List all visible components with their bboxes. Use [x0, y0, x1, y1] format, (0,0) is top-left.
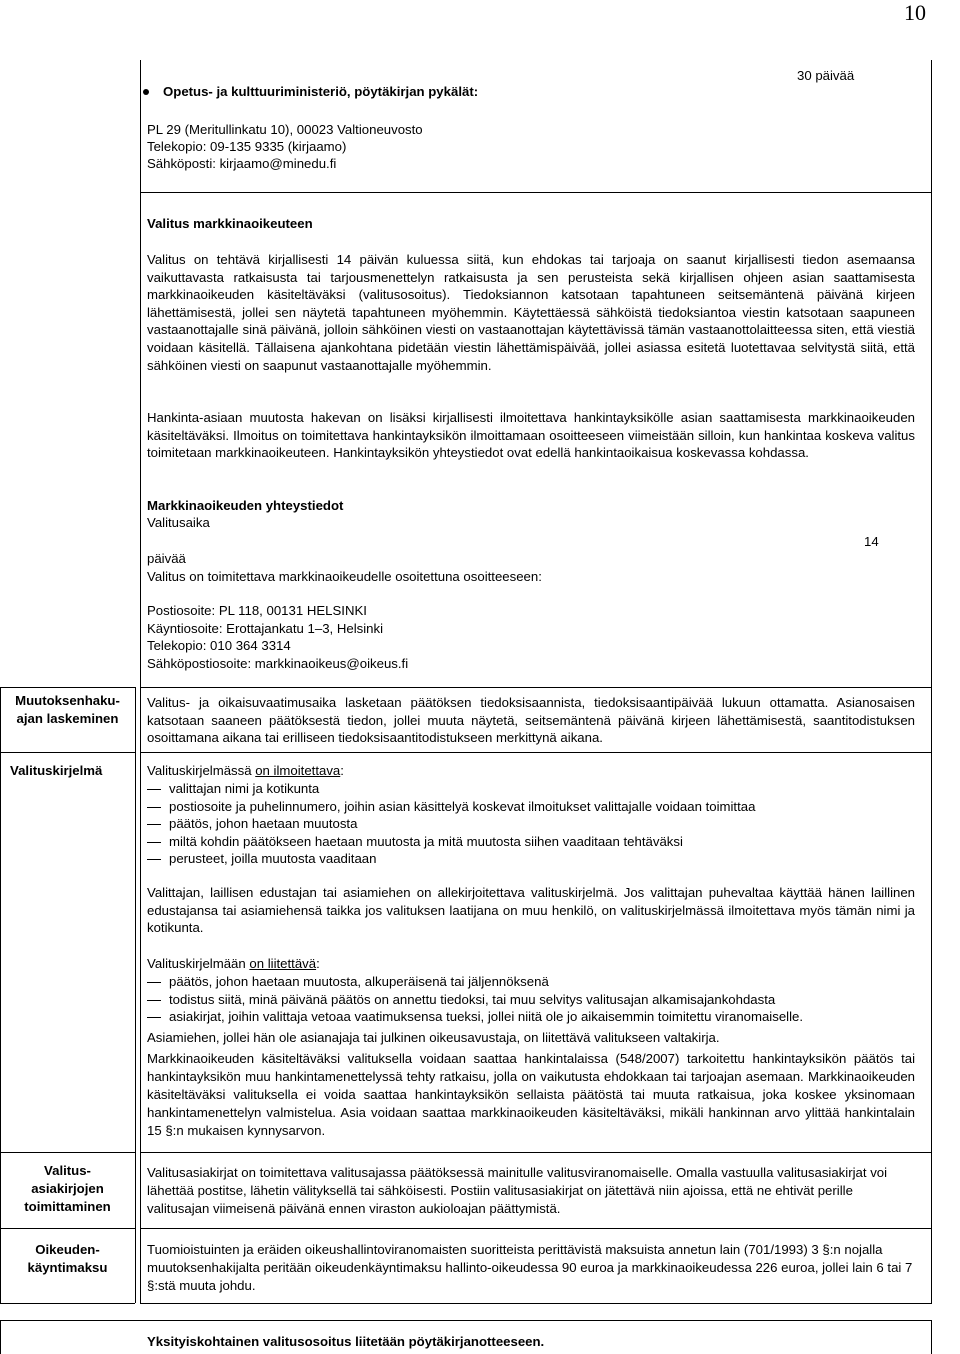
ministry-heading-row	[143, 83, 583, 101]
letter-intro: Valituskirjelmässä on ilmoitettava:	[147, 763, 344, 778]
section-label-delivery: Valitus- asiakirjojen toimittaminen	[24, 1163, 111, 1214]
address-line: Telekopio: 010 364 3314	[147, 638, 291, 654]
address-line: Käyntiosoite: Erottajankatu 1–3, Helsinki	[147, 620, 384, 636]
calc-text: Valitus- ja oikaisuvaatimusaika lasketaan päätöksen tiedoksisaannista, tiedoksisaantipäivää lukuun ottamatta. Asianosaisen katsotaan saaneen päätöksestä tiedon, jollei muuta näytetä, seitsemäntenä päivänä kirjeen lähettämisestä, saantitodistuksen osoittamana aikana tai erilliseen tiedoksisaantitodistukseen merkittynä aikana.	[147, 695, 915, 746]
contact-heading: Markkinaoikeuden yhteystiedot	[147, 498, 344, 513]
signature-paragraph: Valittajan, laillisen edustajan tai asiamiehen on allekirjoitettava valituskirjelmä. Jos valittajan puhevaltaa käyttää hänen laillinen edustajansa tai asiamiehensä taikka jos valituksen laatijana on muu henkilö, on valituskirjelmässä ilmoitettava myös tämän nimi ja kotikunta.	[147, 885, 915, 936]
footer-box-right	[931, 1320, 932, 1354]
list-item: miltä kohdin päätökseen haetaan muutosta ja mitä muutosta siihen vaaditaan tehtäväksi	[147, 833, 917, 851]
label-col-right	[135, 687, 136, 1303]
fee-text: Tuomioistuinten ja eräiden oikeushallintoviranomaisten suoritteista perittävistä maksuista annetun lain (701/1993) 3 §:n nojalla muutoksenhakijalta peritään oikeudenkäyntimaksu hallinto-oikeudessa 90 euroa ja markkinaoikeudessa 226 euroa, jollei lain 6 tai 7 §:stä muuta johdu.	[147, 1242, 913, 1293]
appeal-time-unit: päivää	[147, 551, 186, 566]
section-label-fee: Oikeuden- käyntimaksu	[27, 1242, 108, 1275]
frame-left-top	[140, 60, 141, 688]
row-top-calc-right	[140, 687, 932, 688]
frame-right	[931, 60, 932, 1304]
row-top-delivery-right	[140, 1152, 932, 1153]
footer-box-left	[0, 1320, 1, 1354]
label-col-left	[0, 687, 1, 1303]
section-label-letter: Valituskirjelmä	[10, 763, 103, 778]
list-item: päätös, johon haetaan muutosta	[147, 815, 917, 833]
row-top-fee	[0, 1228, 135, 1229]
content-col-left	[140, 687, 141, 1303]
delivery-text: Valitusasiakirjat on toimitettava valitusajassa päätöksessä mainitulle valitusviranomaiselle. Omalla vastuulla valitusasiakirjat voi lähettää postitse, lähetin välityksellä tai sähköisesti. Postiin valitusasiakirjat on jätettävä niin ajoissa, että ne ehtivät perille valitusajan viimeisenä päivänä ennen viraston aukioloajan päättymistä.	[147, 1165, 888, 1216]
row-top-letter	[0, 752, 135, 753]
address-line: Sähköpostiosoite: markkinaoikeus@oikeus.fi	[147, 655, 409, 671]
agent-paragraph: Asiamiehen, jollei hän ole asianajaja tai julkinen oikeusavustaja, on liitettävä valitukseen valtakirja.	[147, 1030, 720, 1045]
list-item: todistus siitä, minä päivänä päätös on annettu tiedoksi, tai muu selvitys valitusajan alkamisajankohdasta	[147, 991, 917, 1009]
address-line: Postiosoite: PL 118, 00131 HELSINKI	[147, 603, 367, 618]
ministry-address	[147, 121, 647, 172]
list-item: postiosoite ja puhelinnumero, joihin asian käsittelyä koskevat ilmoitukset valittajalle voidaan toimittaa	[147, 798, 917, 816]
address-line: Telekopio: 09-135 9335 (kirjaamo)	[147, 139, 347, 154]
list-item: päätös, johon haetaan muutosta, alkuperäisenä tai jäljennöksenä	[147, 973, 917, 991]
letter-required-list	[147, 780, 917, 868]
court-address	[147, 602, 647, 672]
footer-box-top	[0, 1320, 932, 1321]
bullet-icon	[143, 89, 149, 95]
list-item: asiakirjat, joihin valittaja vetoaa vaatimuksensa tueksi, jollei niitä ole jo aikaisemmin toimitettu viranomaiselle.	[147, 1008, 917, 1026]
list-item: valittajan nimi ja kotikunta	[147, 780, 917, 798]
list-item: perusteet, joilla muutosta vaaditaan	[147, 850, 917, 868]
attach-intro: Valituskirjelmään on liitettävä:	[147, 956, 320, 971]
row-top-delivery	[0, 1152, 135, 1153]
row-top-fee-right	[140, 1228, 932, 1229]
appeal-paragraph-1: Valitus on tehtävä kirjallisesti 14 päivän kuluessa siitä, kun ehdokas tai tarjoaja on saanut kirjallisesti tiedon asemaansa vaikuttavasta ratkaisusta tai tarjousmenettelyn ratkaisusta ja sen perusteista sekä kirjallisen ohjeen asian saattamisesta markkinaoikeuden käsiteltäväksi (valitusosoitus). Tiedoksiannon katsotaan tapahtuneen seitsemäntenä päivänä kirjeen lähettämisestä, jollei sen näytetä tapahtuneen myöhemmin. Käytettäessä sähköistä tiedoksiantoa viestin katsotaan saapuneen vastaanottajalle sinä päivänä, jolloin sähköinen viesti on vastaanottajan käytettävissä tämän vastaanottolaitteessa siten, että viestiä voidaan käsitellä. Tällaisena ajankohtana pidetään viestin lähettämispäivää, jollei asiassa esitetä luotettavaa selvitystä siitä, että sähköinen viesti on saapunut vastaanottajalle myöhemmin.	[147, 252, 915, 373]
footer-note: Yksityiskohtainen valitusosoitus liitetään pöytäkirjanotteeseen.	[147, 1334, 545, 1349]
row-top-calc	[0, 687, 135, 688]
section-label-calc: Muutoksenhaku- ajan laskeminen	[15, 693, 120, 726]
appeal-heading: Valitus markkinaoikeuteen	[147, 216, 313, 231]
address-line: Sähköposti: kirjaamo@minedu.fi	[147, 156, 337, 171]
court-paragraph: Markkinaoikeuden käsiteltäväksi valituksella voidaan saattaa hankintalaissa (548/2007) tarkoitettu hankintayksikön päätös tai hankintayksikön muu hankintamenettelyssä tehty ratkaisu, jolla on vaikutusta ehdokkaan tai tarjoajan asemaan. Markkinaoikeuden käsiteltäväksi valituksella ei voida saattaa hankintayksikön sellaista päätöstä tai muuta ratkaisua, joka koskee yksinomaan hankintamenettelyn valmistelua. Asia voidaan saattaa markkinaoikeuden käsiteltäväksi, mikäli hankinnan arvo ylittää hankintalain 15 §:n mukaisen kynnysarvon.	[147, 1051, 915, 1138]
appeal-time-value: 14	[864, 534, 879, 549]
row-bottom-fee-right	[140, 1303, 932, 1304]
appeal-paragraph-2: Hankinta-asiaan muutosta hakevan on lisäksi kirjallisesti ilmoitettava hankintayksikölle asian saattamisesta markkinaoikeuden käsiteltäväksi. Ilmoitus on toimitettava hankintayksikön ilmoittamaan osoitteeseen viimeistään silloin, kun hankintaa koskeva valitus toimitetaan markkinaoikeuteen. Hankintayksikön yhteystiedot ovat edellä hankintaoikaisua koskevassa kohdassa.	[147, 410, 915, 461]
ministry-deadline: 30 päivää	[797, 68, 855, 83]
address-line: PL 29 (Meritullinkatu 10), 00023 Valtioneuvosto	[147, 122, 423, 137]
appeal-time-label: Valitusaika	[147, 515, 210, 530]
ministry-heading: Opetus- ja kulttuuriministeriö, pöytäkirjan pykälät:	[163, 84, 479, 99]
divider-ministry	[140, 192, 932, 193]
page-number: 10	[904, 0, 926, 25]
row-bottom-fee	[0, 1303, 135, 1304]
attach-list	[147, 973, 917, 1026]
row-top-letter-right	[140, 752, 932, 753]
submit-line: Valitus on toimitettava markkinaoikeudelle osoitettuna osoitteeseen:	[147, 569, 542, 584]
